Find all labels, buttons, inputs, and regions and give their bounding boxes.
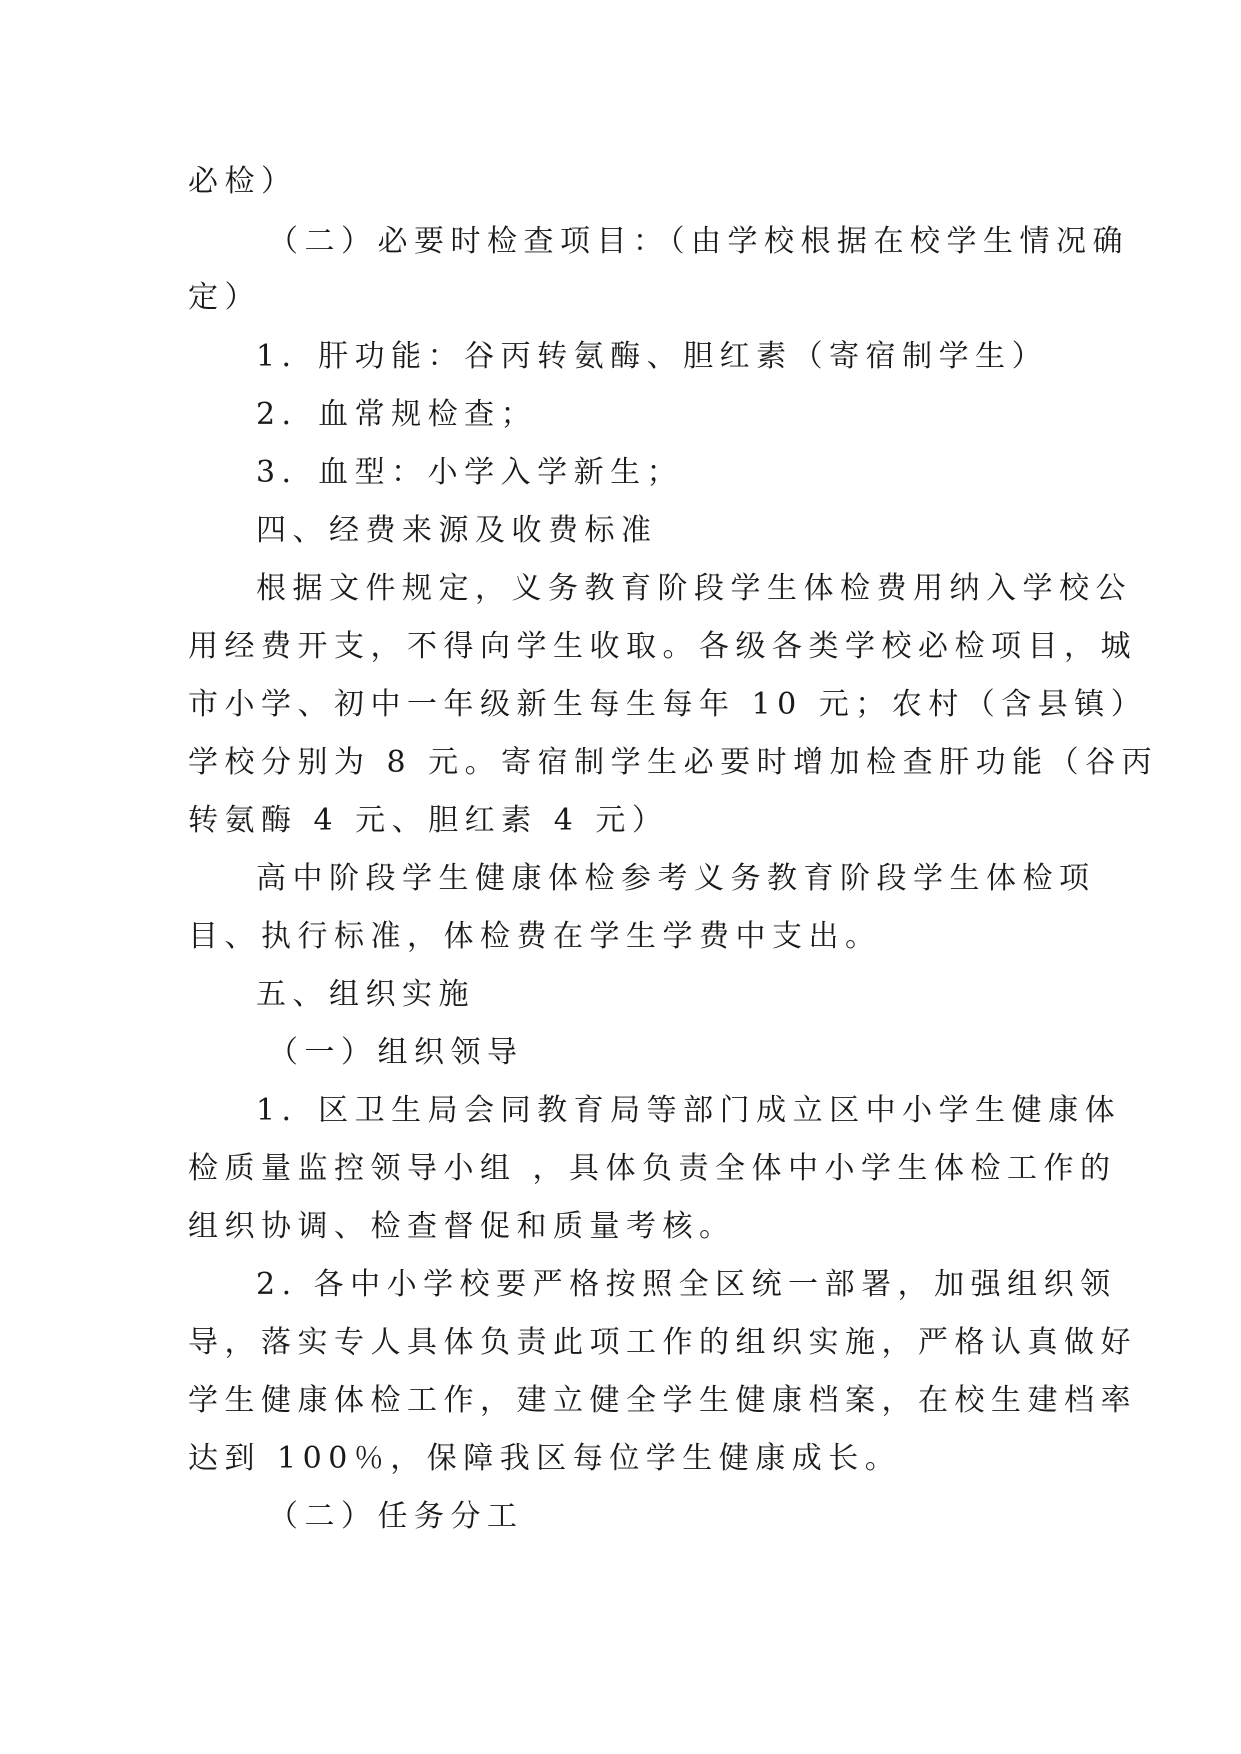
text-line-5: 2．血常规检查； [256, 397, 538, 432]
text-line-11: 学校分别为 8 元。寄宿制学生必要时增加检查肝功能（谷丙 [188, 745, 1159, 780]
text-line-4: 1．肝功能：谷丙转氨酶、胆红素（寄宿制学生） [256, 339, 1049, 374]
section-heading-4: 四、经费来源及收费标准 [256, 513, 658, 548]
text-line-3: 定） [188, 280, 261, 315]
text-line-20: 2. 各中小学校要严格按照全区统一部署，加强组织领 [256, 1267, 1117, 1302]
text-line-22: 学生健康体检工作，建立健全学生健康档案，在校生建档率 [188, 1383, 1137, 1418]
text-line-10: 市小学、初中一年级新生每生每年 10 元；农村（含县镇） [188, 687, 1148, 722]
text-line-17: 1．区卫生局会同教育局等部门成立区中小学生健康体 [256, 1093, 1122, 1128]
text-line-8: 根据文件规定，义务教育阶段学生体检费用纳入学校公 [256, 571, 1132, 606]
text-line-14: 目、执行标准，体检费在学生学费中支出。 [188, 919, 882, 954]
text-line-2: （二）必要时检查项目：（由学校根据在校学生情况确 [268, 224, 1129, 259]
section-heading-5: 五、组织实施 [256, 977, 475, 1012]
text-line-12: 转氨酶 4 元、胆红素 4 元） [188, 803, 669, 838]
subsection-heading-1: （一）组织领导 [268, 1035, 524, 1070]
text-line-6: 3．血型：小学入学新生； [256, 455, 684, 490]
text-line-13: 高中阶段学生健康体检参考义务教育阶段学生体检项 [256, 861, 1096, 896]
text-line-1: 必检） [188, 164, 298, 199]
text-line-21: 导，落实专人具体负责此项工作的组织实施，严格认真做好 [188, 1325, 1137, 1360]
subsection-heading-2: （二）任务分工 [268, 1499, 524, 1534]
text-line-19: 组织协调、检查督促和质量考核。 [188, 1209, 736, 1244]
text-line-18: 检质量监控领导小组 ，具体负责全体中小学生体检工作的 [188, 1151, 1117, 1186]
text-line-9: 用经费开支，不得向学生收取。各级各类学校必检项目，城 [188, 629, 1137, 664]
text-line-23: 达到 100％，保障我区每位学生健康成长。 [188, 1441, 902, 1476]
